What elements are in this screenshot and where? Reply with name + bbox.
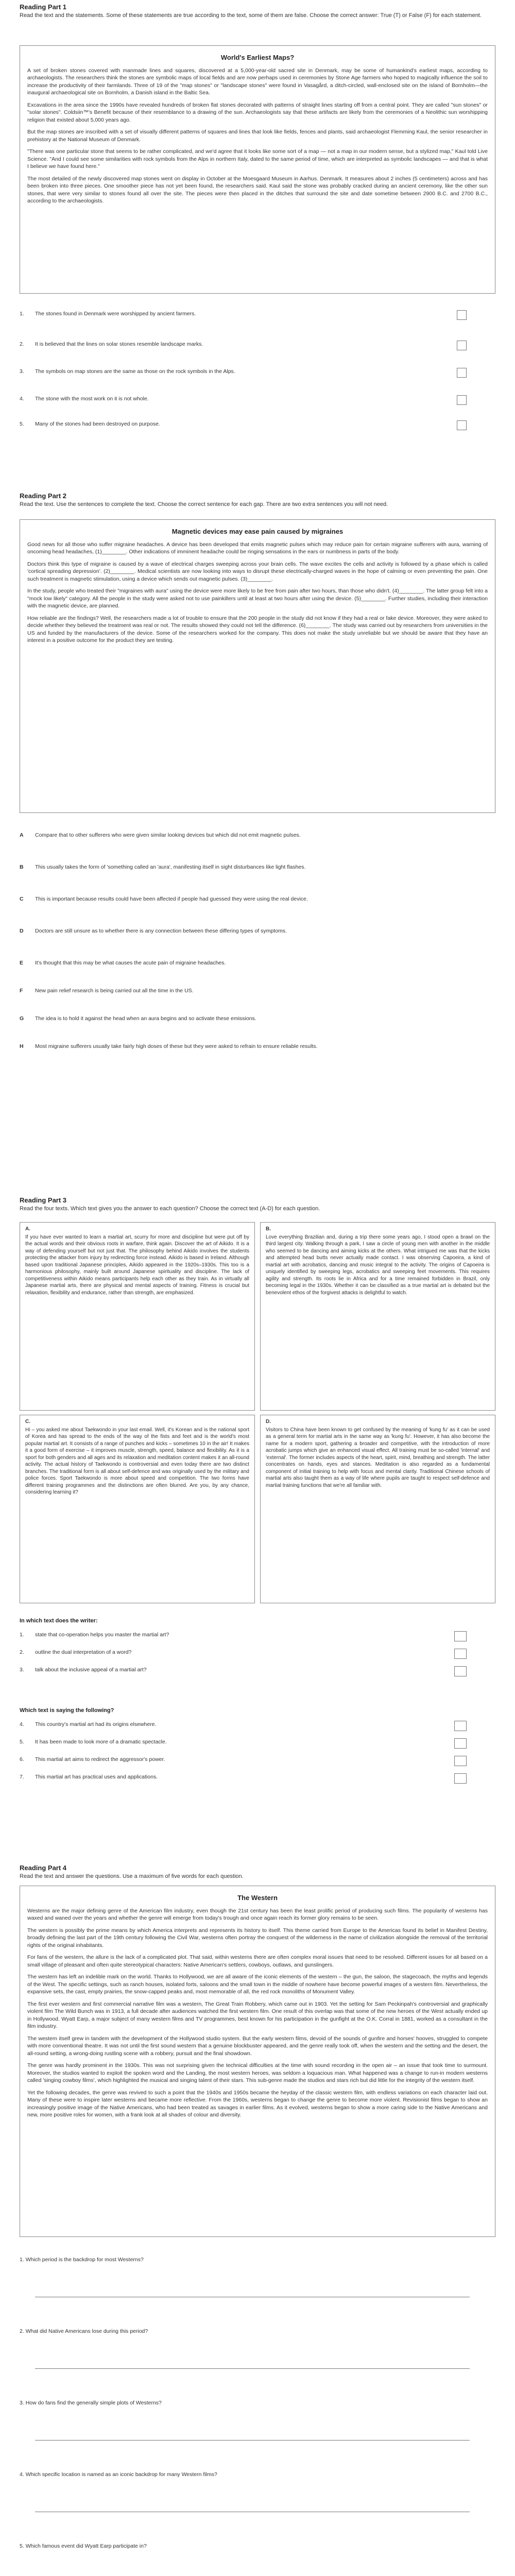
answer-box[interactable] <box>454 1738 467 1749</box>
statement-row <box>20 368 495 378</box>
part2-paragraph: How reliable are the findings? Well, the researchers made a lot of trouble to ensure that the 200 people in the study did not know if they had a real or fake device. Moreover, they were asked to decide whether they believed the treatment was real or not. The results showed they could not tell the difference. (6)________. The study was carried out by researchers from universities in the US and funded by the manufacturers of the device. Some of the researchers worked for the company. This does not make the study unreliable but we should be aware that they have an interest in a positive outcome for the product they are testing. <box>27 615 488 643</box>
question-number: 4. <box>20 1721 24 1727</box>
option-row <box>20 895 495 903</box>
option-letter: F <box>20 988 23 994</box>
part3-instructions: Read the four texts. Which text gives you the answer to each question? Choose the correct text (A-D) for each question. <box>20 1206 320 1212</box>
part1-title: Reading Part 1 <box>20 3 67 11</box>
option-letter: B <box>20 864 24 870</box>
question-row <box>20 1721 495 1731</box>
option-row <box>20 1015 495 1022</box>
part1-instructions: Read the text and the statements. Some of these statements are true according to the text, some of them are false. Choose the correct answer: True (T) or False (F) for each statement. <box>20 12 482 19</box>
part1-paragraph: The most detailed of the newly discovered map stones went on display in October at the Moesgaard Museum in Aarhus. Denmark. It measures about 2 inches (5 centimeters) across and has been broken into three pieces. One smoother piece has not yet been found, the researchers said. Kaul said the stone was probably cracked during an ancient ceremony, like the other sun stones, that were very similar to stones found all over the site. The pieces were then placed in the ditches that surround the site and date sometime between 2900 B.C. and 2700 B.C., according to the archaeologists. <box>27 175 488 204</box>
question-number: 6. <box>20 1756 24 1762</box>
option-letter: G <box>20 1015 24 1022</box>
part4-paragraph: The western is possibly the prime means by which America interprets and represents its history to itself. This theme carried from Europe to the Americas found its belief in Manifest Destiny, broadly defining the last part of the 19th century following the Civil War, westerns often portray the conquest of the wilderness in the name of civilization alongside the removal of the territorial rights of the original inhabitants. <box>27 1927 488 1948</box>
part2-instructions: Read the text. Use the sentences to complete the text. Choose the correct sentence for each gap. There are two extra sentences you will not need. <box>20 501 388 507</box>
answer-box[interactable] <box>457 310 467 320</box>
question-number: 1. <box>20 1632 24 1638</box>
answer-box[interactable] <box>454 1773 467 1784</box>
statement-number: 3. <box>20 368 24 375</box>
statement-row <box>20 420 495 430</box>
part2-paragraph: Doctors think this type of migraine is caused by a wave of electrical charges sweeping across your brain cells. The wave excites the cells and activity is followed by a phase which is called 'cortical spreading depression'. (2)________. Medical scientists are now looking into ways to disrupt these electrically-charged waves in the hope of calming or even preventing the pain. One such treatment is magnetic stimulation, using a device which sends out magnetic pulses. (3)________. <box>27 561 488 582</box>
question-text: This country's martial art had its origins elsewhere. <box>35 1721 157 1727</box>
question-text: Which specific location is named as an iconic backdrop for many Western films? <box>25 2471 217 2478</box>
question-text: Which period is the backdrop for most Westerns? <box>25 2257 144 2263</box>
option-text: Doctors are still unsure as to whether there is any connection between these differing types of symptoms. <box>35 928 287 934</box>
question-number: 7. <box>20 1774 24 1780</box>
text-b-box <box>260 1222 495 1411</box>
answer-box[interactable] <box>454 1721 467 1731</box>
part3-texts-grid <box>20 1222 495 1603</box>
question-row <box>20 2543 495 2549</box>
part3-section <box>20 1196 495 1212</box>
part4-paragraph: The genre was hardly prominent in the 1930s. This was not surprising given the technical difficulties at the time with sound recording in the open air – an issue that took time to surmount. Moreover, the studios wanted to exploit the spoken word and the Landing, the most western heroes, was seldom a loquacious man. What happened was a change to run-in modern westerns called 'singing cowboy films', which highlighted the musical and singing talent of their stars. This sub-genre made the studios and stars rich but did little for the integrity of the western itself. <box>27 2062 488 2083</box>
part2-title: Reading Part 2 <box>20 492 67 500</box>
question-row <box>20 1666 495 1676</box>
question-number: 2. <box>20 1649 24 1655</box>
part4-article-title: The Western <box>237 1894 278 1902</box>
part4-paragraph: The first ever western and first commercial narrative film was a western, The Great Train Robbery, which came out in 1903. Yet the setting for Sam Peckinpah's controversial and graphically violent film The Wild Bunch was in 1913, a full decade after audiences watched the first western film. One result of this overlap was that some of the new heroes of the West actually ended up in Hollywood. Wyatt Earp, a major subject of many western films and TV programmes, best known for his participation in the gunfight at the O.K. Corral in 1881, worked as a consultant in the film industry. <box>27 2001 488 2029</box>
part3-q-heading-2: Which text is saying the following? <box>20 1707 114 1714</box>
part3-title: Reading Part 3 <box>20 1196 67 1204</box>
part2-paragraph: In the study, people who treated their "migraines with aura" using the device were more likely to be free from pain after two hours, than those who didn't. (4)________. The latter group felt into a "mock low likely" category. All the people in the study were asked not to use painkillers until at least at two hours after using the device. (5)________. Further studies, including their interaction with the magnetic device, are planned. <box>27 588 488 609</box>
part4-questions <box>20 2257 495 2576</box>
text-body: If you have ever wanted to learn a martial art, scurry for more and discipline but were put off by the actual words and their obvious roots in warfare, think again. Discover the art of Aikido. It is a way of defending yourself but not just that. The philosophy behind Aikido involves the students protecting the attacker from injury by redirecting force instead. Aikido is based in Ireland. Although based upon traditional Japanese principles, Aikido appeared in the 1920s–1930s. This too is a harmonious philosophy, mainly built around Japanese spirituality and discipline. The lack of competitiveness within Aikido means participants help each other as they train. As in virtually all Japanese martial arts, there are physical and mental aspects of training. Fitness is crucial but relaxation, flexibility and endurance, rather than strength, are emphasized. <box>25 1234 249 1296</box>
part1-statements <box>20 303 495 430</box>
part1-article-title: World's Earliest Maps? <box>220 54 295 61</box>
statement-text: The symbols on map stones are the same as those on the rock symbols in the Alps. <box>35 368 235 375</box>
question-row <box>20 2400 495 2406</box>
question-row <box>20 1649 495 1659</box>
part2-article-title: Magnetic devices may ease pain caused by migraines <box>171 528 344 535</box>
part4-paragraph: Westerns are the major defining genre of the American film industry, even though the 21st century has been the least prolific period of producing such films. The popularity of westerns has waxed and waned over the years and whether the genre will emerge from today's trough and once again reach its former glory remains to be seen. <box>27 1907 488 1921</box>
question-row <box>20 1738 495 1749</box>
option-letter: C <box>20 896 24 902</box>
part4-paragraph: The western itself grew in tandem with the development of the Hollywood studio system. But the early western films, devoid of the sounds of gunfire and horses' hooves, struggled to compete with more conventional theatre. It was not until the first sound western that a genuine blockbuster appeared, and the genre really took off, when the western and the setting and the desert, the all-round setting, a wrong-doing rustling scene with a robbery, pursuit and the final showdown. <box>27 2035 488 2057</box>
part2-section <box>20 492 495 508</box>
part1-paragraph: Excavations in the area since the 1990s have revealed hundreds of broken flat stones decorated with patterns of straight lines starting off from a central point. They are called "sun stones" or "solar stones". Coldsiin™'s Benefit because of their resemblance to a drawing of the sun. Archaeologists say that these artifacts are likely from the ceremonies of a Neolithic sun worshipping religion that existed about 5,000 years ago. <box>27 101 488 123</box>
text-letter: A. <box>25 1226 30 1232</box>
option-text: New pain relief research is being carried out all the time in the US. <box>35 988 194 994</box>
option-text: This usually takes the form of 'something called an 'aura', manifesting itself in sight disturbances like light flashes. <box>35 864 306 870</box>
statement-text: The stone with the most work on it is not whole. <box>35 396 149 402</box>
question-number: 5. <box>20 2543 24 2549</box>
question-text: How do fans find the generally simple plots of Westerns? <box>25 2400 162 2406</box>
part1-paragraph: A set of broken stones covered with manmade lines and squares, discovered at a 5,000-year-old sacred site in Denmark, may be some of humankind's earliest maps, according to archaeologists. The researchers think the stones are symbolic maps of local fields and are now perhaps used in ceremonies by Stone Age farmers who hoped to magically influence the soil to increase the productivity of their farmlands. Three of 19 of the "map stones" or "landscape stones" were found in Vasagård, a ditch-circled, wall-enclosed site on the island of Bornholm—the inaugural archaeological site on Bornholm, a Danish island in the Baltic Sea. <box>27 67 488 96</box>
text-c-box <box>20 1415 255 1603</box>
question-text: This martial art has practical uses and applications. <box>35 1774 158 1780</box>
statement-row <box>20 395 495 405</box>
option-letter: H <box>20 1043 24 1049</box>
part1-paragraph: But the map stones are inscribed with a set of visually different patterns of squares and lines that look like fields, fences and plants, said archaeologist Flemming Kaul, the senior researcher in prehistory at the National Museum of Denmark. <box>27 129 488 143</box>
answer-box[interactable] <box>454 1631 467 1641</box>
text-body: Love everything Brazilian and, during a trip there some years ago, I stood open a brawl on the third largest city. Walking through a park, I saw a circle of young men with another in the middle who seemed to be dancing and aiming kicks at the others. What intrigued me was that the kicks and attempted head butts never actually made contact. I was observing Capoeira, a kind of martial art with acrobatics, dancing and music integral to the activity. The origins of Capoeira is uniquely identified by sweeping legs, acrobatics and sweeping feet movements. This requires agility and strength. Its roots lie in Africa and for a time remained forbidden in Brazil, only becoming legal in the 1930s. Whether it can be classified as a true martial art is debated but the benevolent ethos of the forgivest attacks is delightful to watch. <box>266 1234 490 1296</box>
question-row <box>20 1631 495 1641</box>
answer-box[interactable] <box>454 1666 467 1676</box>
text-letter: B. <box>266 1226 271 1232</box>
question-number: 3. <box>20 2400 24 2406</box>
part2-options <box>20 824 495 1050</box>
option-row <box>20 987 495 994</box>
answer-line[interactable] <box>35 2355 470 2369</box>
question-number: 5. <box>20 1739 24 1745</box>
text-letter: D. <box>266 1419 271 1425</box>
option-row <box>20 1043 495 1050</box>
statement-text: Many of the stones had been destroyed on purpose. <box>35 421 160 427</box>
statement-text: The stones found in Denmark were worshipped by ancient farmers. <box>35 311 196 317</box>
option-row <box>20 863 495 871</box>
part1-paragraph: "There was one particular stone that seems to be rather complicated, and we'd agree that it looks like some sort of a map — not a map in our modern sense, but a stylized map," Kaul told Live Science. "And I could see some similarities with rock symbols from the Alps in northern Italy, dated to the same period of time, which are interpreted as symbolic landscapes — and that is what I believe we have found here." <box>27 148 488 170</box>
question-row <box>20 1756 495 1766</box>
part4-section <box>20 1864 495 1880</box>
option-text: It's thought that this may be what causes the acute pain of migraine headaches. <box>35 960 226 966</box>
answer-box[interactable] <box>454 1756 467 1766</box>
part3-questions <box>20 1618 495 1784</box>
question-text: talk about the inclusive appeal of a martial art? <box>35 1667 147 1673</box>
answer-line[interactable] <box>35 2283 470 2297</box>
question-text: state that co-operation helps you master the martial art? <box>35 1632 169 1638</box>
question-row <box>20 2471 495 2478</box>
part4-title: Reading Part 4 <box>20 1864 67 1872</box>
option-letter: A <box>20 832 24 838</box>
option-text: The idea is to hold it against the head when an aura begins and so activate these emissions. <box>35 1015 256 1022</box>
text-a-box <box>20 1222 255 1411</box>
part4-article-box <box>20 1886 495 2237</box>
part4-paragraph: Yet the following decades, the genre was revived to such a point that the 1940s and 1950s became the heyday of the classic western film, with endless variations on each character laid out. Many of these were to inspire later westerns and became more reflective. From the 1960s, westerns began to change the genre to become more violent. Revisionist films began to show an increasingly positive image of the Native Americans, who had been treated as savages in earlier films. As it evolved, westerns began to show a more caring side to the Native Americans and new, more positive roles for women, with a frank look at all shades of colour and diversity. <box>27 2089 488 2118</box>
question-row <box>20 2257 495 2263</box>
text-d-box <box>260 1415 495 1603</box>
answer-box[interactable] <box>457 341 467 350</box>
option-text: Most migraine sufferers usually take fairly high doses of these but they were asked to refrain to ensure reliable results. <box>35 1043 318 1049</box>
question-row <box>20 1773 495 1784</box>
text-body: Visitors to China have been known to get confused by the meaning of 'kung fu' as it can be used as a general term for martial arts in the same way as 'kung fu'. However, it has also become the name for a modern sport, gathering a broader and competitive, with the introduction of more acrobatic jumps which give an enhanced visual effect. All training must be so-called 'internal' and 'external'. The former includes aspects of the heart, spirit, mind, breathing and strength. The latter concentrates on hands, eyes and stances. Meditation is also regarded as a fundamental component of initial training to help with focus and mental clarity. Traditional Chinese schools of martial arts also taught them as a way of life where pupils are taught to respect self-defence and martial training functions that we're all familiar with. <box>266 1427 490 1488</box>
statement-row <box>20 341 495 350</box>
text-letter: C. <box>25 1419 30 1425</box>
text-body: Hi – you asked me about Taekwondo in your last email. Well, it's Korean and is the national sport of Korea and has spread to the ends of the way of the fists and feet and is the world's most popular martial art. It consists of a range of punches and kicks – sometimes 10 in the air! It makes it a good form of exercise – it improves muscle, strength, speed, balance and flexibility. As it is a sport for both genders and all ages and its relaxation and meditation content makes it an all-round activity. The actual history of Taekwondo is controversial and even today there are two distinct branches. The traditional form is all about self-defence and was originally used by the military and police forces. Sport Taekwondo is more about speed and competition. The two forms have different training programmes and the distinctions are often blurred. Are you, by any chance, considering learning it? <box>25 1427 249 1495</box>
option-row <box>20 832 495 839</box>
question-text: This martial art aims to redirect the aggressor's power. <box>35 1756 165 1762</box>
answer-line[interactable] <box>35 2570 470 2576</box>
option-row <box>20 959 495 967</box>
question-number: 3. <box>20 1667 24 1673</box>
answer-line[interactable] <box>35 2498 470 2512</box>
question-text: Which famous event did Wyatt Earp participate in? <box>25 2543 147 2549</box>
option-letter: D <box>20 928 24 934</box>
question-text: outline the dual interpretation of a word? <box>35 1649 132 1655</box>
question-number: 2. <box>20 2328 24 2334</box>
option-row <box>20 927 495 935</box>
question-text: It has been made to look more of a dramatic spectacle. <box>35 1739 167 1745</box>
statement-number: 5. <box>20 421 24 427</box>
option-text: This is important because results could have been affected if people had guessed they were using the real device. <box>35 896 308 902</box>
part4-instructions: Read the text and answer the questions. Use a maximum of five words for each question. <box>20 1873 244 1879</box>
answer-box[interactable] <box>457 368 467 378</box>
option-letter: E <box>20 960 24 966</box>
question-number: 4. <box>20 2471 24 2478</box>
statement-number: 1. <box>20 311 24 317</box>
statement-number: 4. <box>20 396 24 402</box>
part2-article-box <box>20 519 495 813</box>
part4-paragraph: The western has left an indelible mark on the world. Thanks to Hollywood, we are all aware of the iconic elements of the western – the gun, the saloon, the stagecoach, the myths and legends of the West. The specific settings, such as ranch houses, isolated forts, saloons and the small town in the middle of nowhere have become powerful images of a western film. Nevertheless, the expansive sets, the cast, empty prairies, the snow-capped peaks and, most memorable of all, the red rock monoliths of Monument Valley. <box>27 1974 488 1995</box>
answer-line[interactable] <box>35 2427 470 2441</box>
answer-box[interactable] <box>457 395 467 405</box>
part1-article-box <box>20 45 495 294</box>
answer-box[interactable] <box>454 1649 467 1659</box>
part4-paragraph: For fans of the western, the allure is the lack of a complicated plot. That said, within westerns there are often complex moral issues that need to be resolved. Different issues for all based on a small village of pleasant and often quite stereotypical characters: Native American's settlers, cowboys, outlaws, and gunslingers. <box>27 1954 488 1968</box>
statement-row <box>20 310 495 320</box>
statement-number: 2. <box>20 341 24 347</box>
question-row <box>20 2328 495 2334</box>
part3-q-heading-1: In which text does the writer: <box>20 1618 98 1624</box>
question-number: 1. <box>20 2257 24 2263</box>
answer-box[interactable] <box>457 420 467 430</box>
part2-paragraph: Good news for all those who suffer migraine headaches. A device has been developed that emits magnetic pulses which may reduce pain for certain migraine sufferers with aura, warning of oncoming head headaches, (1)________. Other indications of imminent headache could be ringing sensations in the ears or numbness in parts of the body. <box>27 541 488 555</box>
question-text: What did Native Americans lose during this period? <box>25 2328 148 2334</box>
statement-text: It is believed that the lines on solar stones resemble landscape marks. <box>35 341 203 347</box>
part1-section <box>20 3 495 19</box>
option-text: Compare that to other sufferers who were given similar looking devices but which did not emit magnetic pulses. <box>35 832 301 838</box>
